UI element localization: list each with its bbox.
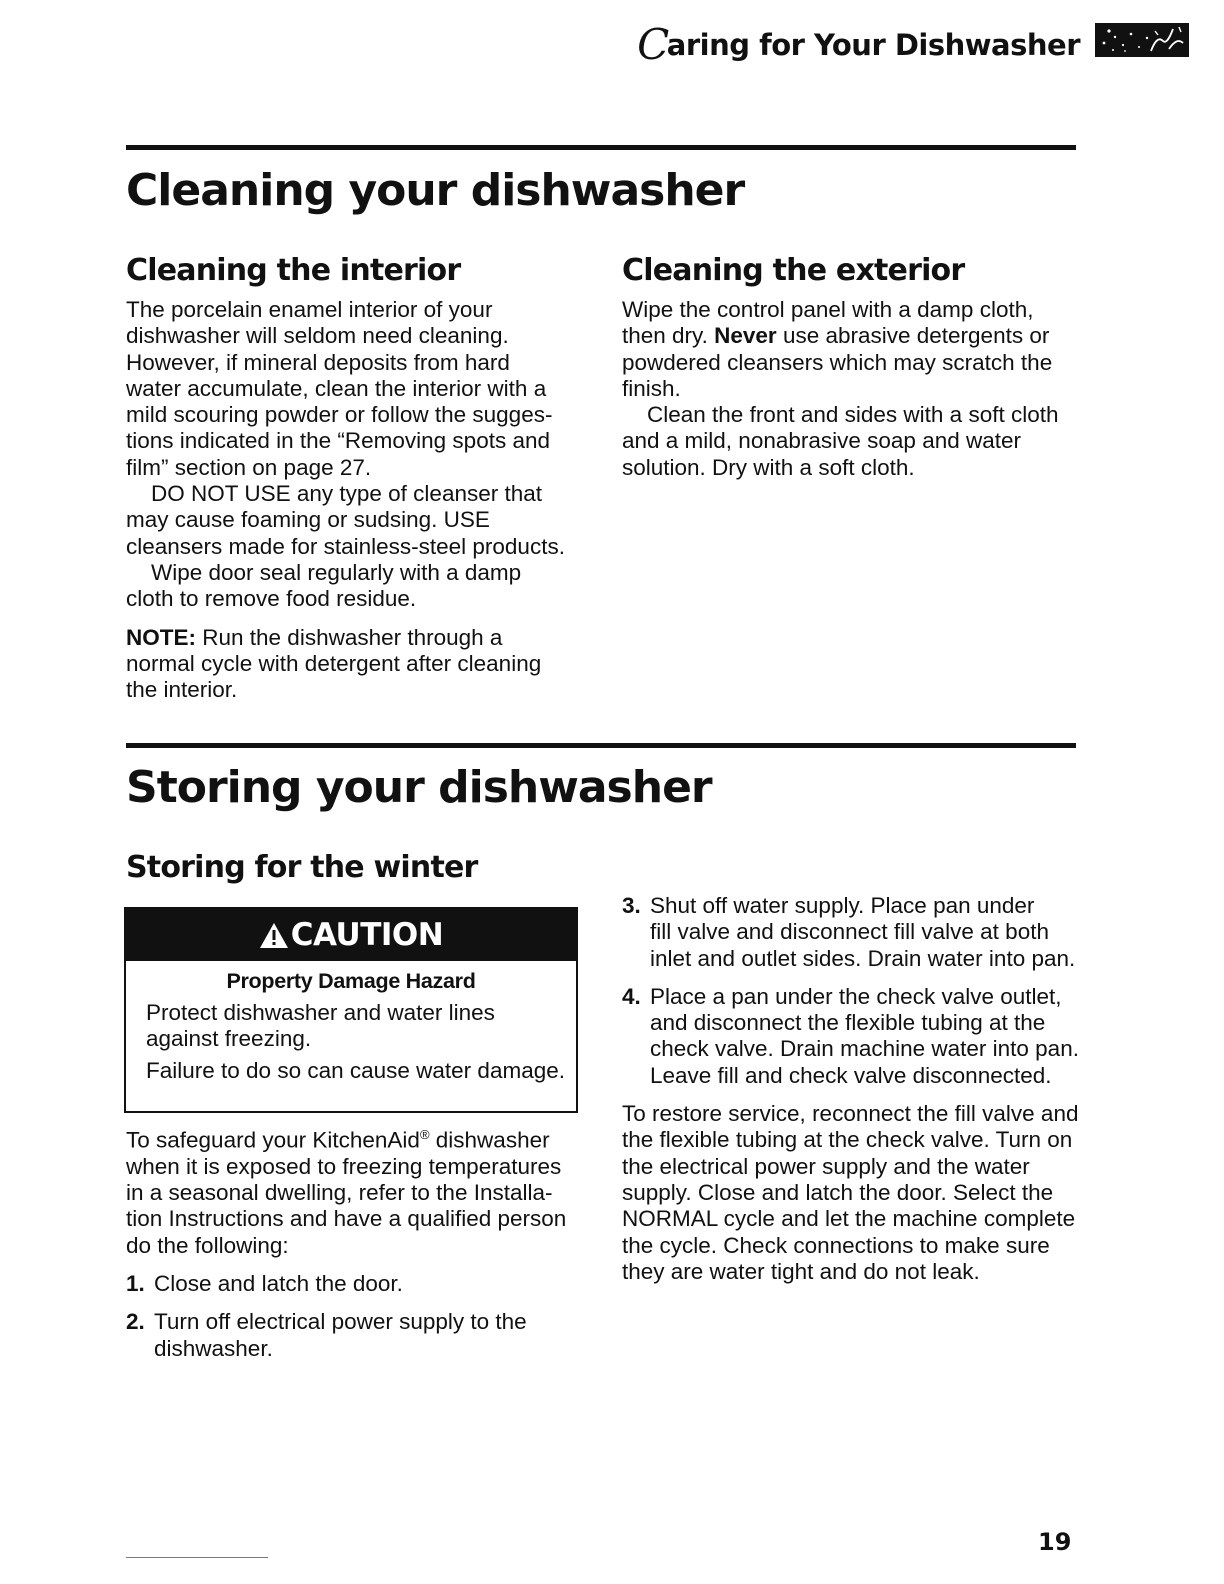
text-line: To safeguard your KitchenAid <box>126 1127 420 1153</box>
caution-text <box>146 1000 572 1052</box>
storing-left-text <box>126 1122 596 1362</box>
footer-divider <box>126 1557 268 1558</box>
text-line: the interior. <box>126 677 238 703</box>
page-number: 19 <box>1038 1528 1072 1556</box>
list-item <box>622 984 1102 1089</box>
section-tab-graphic <box>1095 23 1189 57</box>
heading-cleaning-exterior: Cleaning the exterior <box>622 253 965 288</box>
text-line: Leave fill and check valve disconnected. <box>650 1062 1052 1088</box>
caution-label: CAUTION <box>290 917 444 953</box>
text-line: Wipe door seal regularly with a damp <box>151 559 522 585</box>
text-line: and a mild, nonabrasive soap and water <box>622 428 1022 454</box>
step-number: 3. <box>622 893 641 918</box>
section-title-storing: Storing your dishwasher <box>126 762 712 813</box>
text-line: water accumulate, clean the interior with a <box>126 375 547 401</box>
note-label: NOTE: <box>126 624 196 650</box>
steps-list <box>126 1271 596 1362</box>
caution-text: Failure to do so can cause water damage. <box>146 1058 565 1083</box>
text-line: Wipe the control panel with a damp cloth, <box>622 297 1034 322</box>
text-line: Clean the front and sides with a soft cloth <box>647 402 1059 428</box>
step-number: 2. <box>126 1309 145 1335</box>
text-line: the electrical power supply and the water <box>622 1153 1030 1179</box>
storing-right-text <box>622 893 1102 1285</box>
text-line: Close and latch the door. <box>154 1270 403 1296</box>
text-line: To restore service, reconnect the fill valve and <box>622 1101 1079 1127</box>
step-number: 4. <box>622 983 641 1009</box>
text-line: the flexible tubing at the check valve. Turn on <box>622 1127 1073 1153</box>
text-line: solution. Dry with a soft cloth. <box>622 454 915 480</box>
running-head-initial: C <box>637 20 669 69</box>
paragraph <box>126 560 596 586</box>
paragraph <box>126 297 596 481</box>
section-title-cleaning: Cleaning your dishwasher <box>126 165 745 216</box>
text-line: cleansers made for stainless-steel products. <box>126 533 565 559</box>
text-line: use abrasive detergents or <box>776 323 1050 349</box>
caution-body <box>126 994 576 1084</box>
caution-box <box>124 907 578 1113</box>
text-line: The porcelain enamel interior of your <box>126 297 493 322</box>
text-line: against freezing. <box>146 1026 312 1051</box>
text-line: fill valve and disconnect fill valve at both <box>650 919 1049 945</box>
warning-triangle-icon <box>259 922 289 949</box>
text-line: tion Instructions and have a qualified person <box>126 1206 567 1232</box>
paragraph <box>622 428 1102 481</box>
text-line: they are water tight and do not leak. <box>622 1258 980 1284</box>
section-rule <box>126 743 1076 748</box>
text-line: do the following: <box>126 1232 289 1258</box>
emphasis: Never <box>714 323 777 349</box>
text-line: finish. <box>622 375 681 401</box>
paragraph <box>126 1122 596 1259</box>
text-line: and disconnect the flexible tubing at the <box>650 1010 1046 1036</box>
exterior-text <box>622 297 1102 481</box>
step-number: 1. <box>126 1270 145 1296</box>
sparkle-graphic-icon <box>1095 23 1189 57</box>
text-line: dishwasher will seldom need cleaning. <box>126 323 509 349</box>
text-line: dishwasher <box>429 1127 550 1153</box>
text-line: Protect dishwasher and water lines <box>146 1000 495 1025</box>
paragraph <box>126 586 596 612</box>
text-line: Shut off water supply. Place pan under <box>650 893 1035 918</box>
text-line: cloth to remove food residue. <box>126 586 417 612</box>
text-line: film” section on page 27. <box>126 454 372 480</box>
paragraph <box>126 481 596 507</box>
text-line: inlet and outlet sides. Drain water into pan. <box>650 945 1076 971</box>
list-item <box>126 1271 596 1297</box>
text-line: NORMAL cycle and let the machine complete <box>622 1206 1076 1232</box>
text-line: when it is exposed to freezing temperatures <box>126 1153 562 1179</box>
caution-hazard-title: Property Damage Hazard <box>226 969 476 993</box>
paragraph <box>622 297 1102 402</box>
paragraph <box>126 507 596 560</box>
interior-text <box>126 297 596 703</box>
text-line: However, if mineral deposits from hard <box>126 349 510 375</box>
registered-mark: ® <box>419 1127 430 1142</box>
text-line: mild scouring powder or follow the sugges- <box>126 402 553 428</box>
text-line: Run the dishwasher through a <box>196 624 503 650</box>
heading-storing-winter: Storing for the winter <box>126 850 478 885</box>
list-item <box>126 1309 596 1362</box>
text-line: tions indicated in the “Removing spots and <box>126 428 550 454</box>
running-head-title <box>637 20 1080 69</box>
text-line: Place a pan under the check valve outlet, <box>650 983 1062 1009</box>
text-line: DO NOT USE any type of cleanser that <box>151 481 543 507</box>
text-line: the cycle. Check connections to make sure <box>622 1232 1050 1258</box>
text-line: then dry. <box>622 323 715 349</box>
heading-cleaning-interior: Cleaning the interior <box>126 253 461 288</box>
note-paragraph <box>126 625 596 704</box>
text-line: Turn off electrical power supply to the <box>154 1309 527 1335</box>
steps-list <box>622 893 1102 1089</box>
text-line: in a seasonal dwelling, refer to the Installa- <box>126 1180 553 1206</box>
text-line: supply. Close and latch the door. Select the <box>622 1179 1054 1205</box>
caution-header <box>126 909 576 961</box>
paragraph <box>622 1101 1102 1285</box>
section-rule <box>126 145 1076 150</box>
text-line: powdered cleansers which may scratch the <box>622 349 1053 375</box>
paragraph <box>622 402 1102 428</box>
text-line: may cause foaming or sudsing. USE <box>126 507 490 533</box>
text-line: check valve. Drain machine water into pan. <box>650 1036 1079 1062</box>
text-line: dishwasher. <box>154 1335 273 1361</box>
text-line: normal cycle with detergent after cleaning <box>126 650 542 676</box>
list-item <box>622 893 1102 972</box>
running-head-rest: aring for Your Dishwasher <box>666 28 1080 62</box>
